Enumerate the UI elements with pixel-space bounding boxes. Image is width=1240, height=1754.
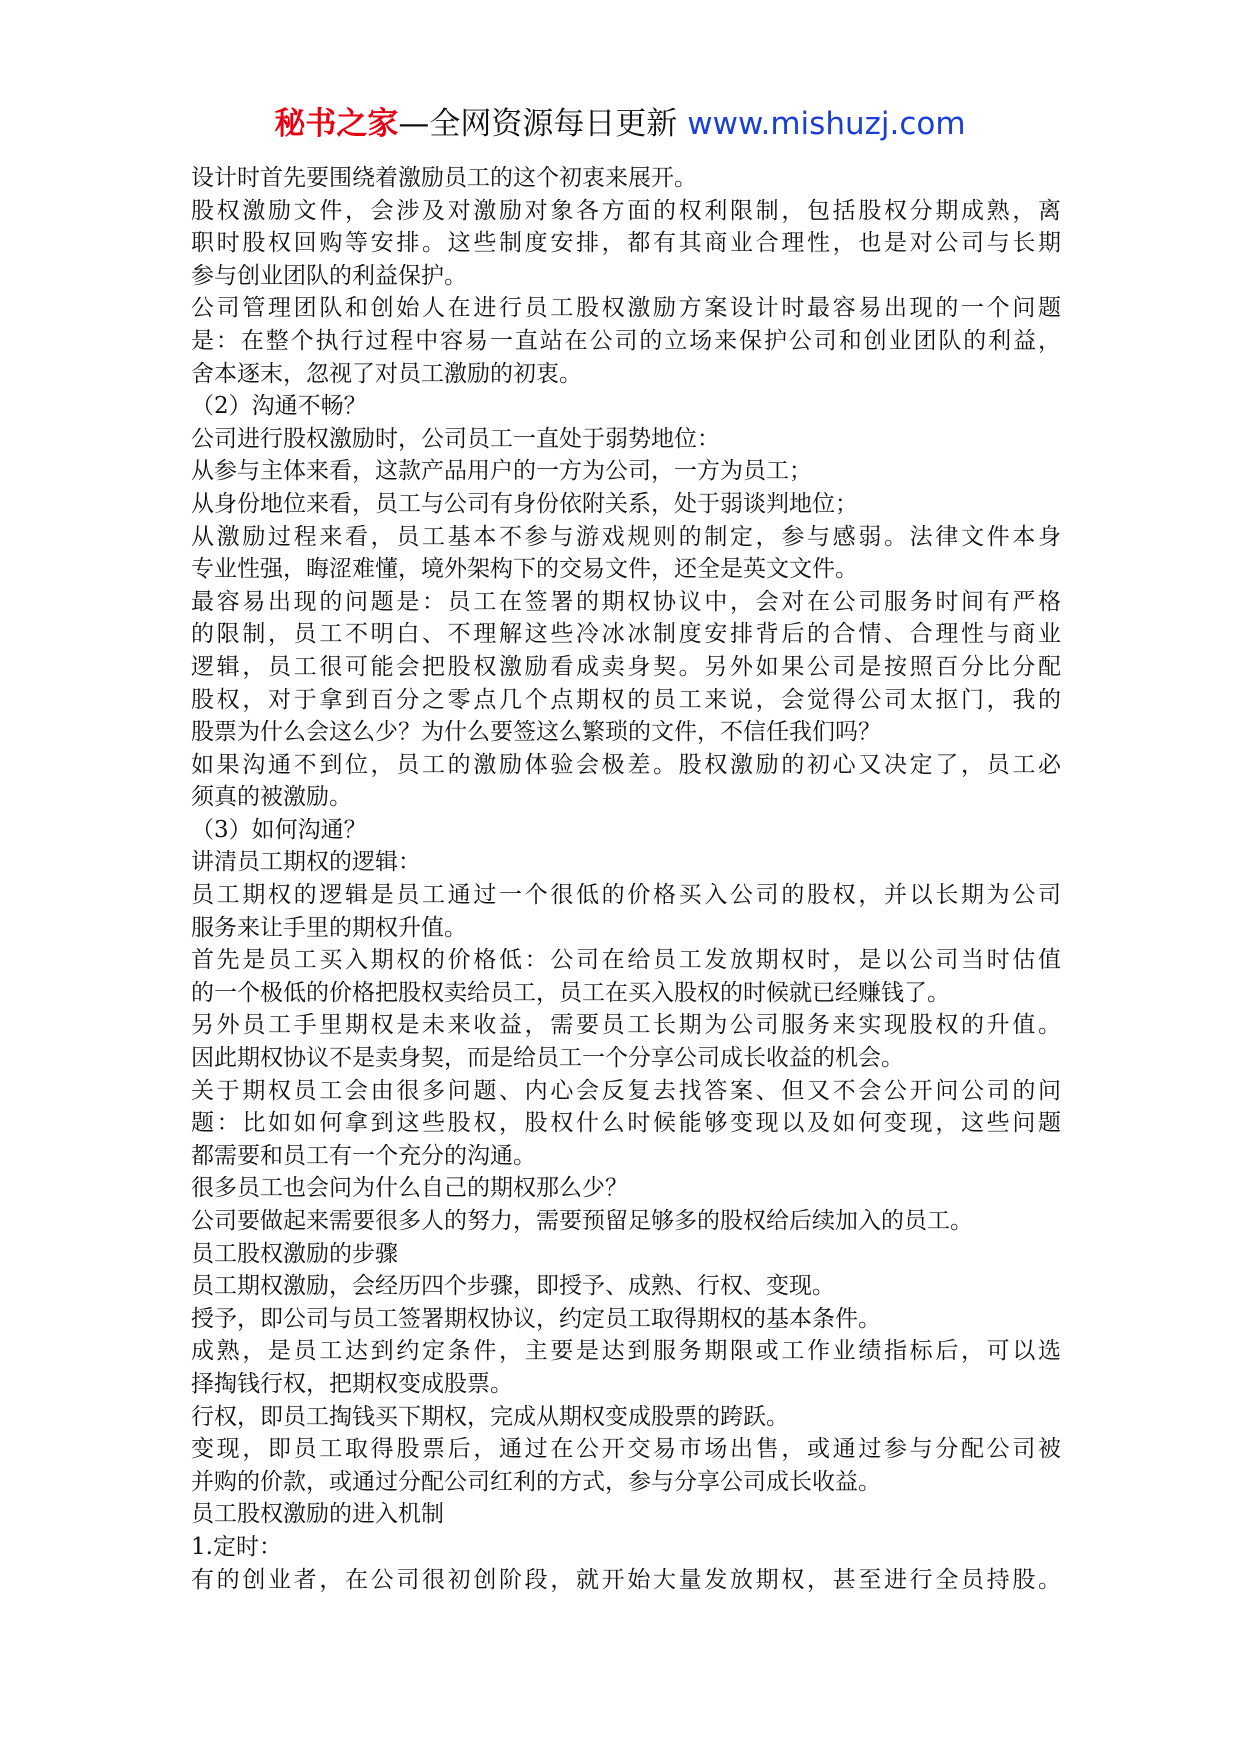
text-line: 关于期权员工会由很多问题、内心会反复去找答案、但又不会公开问公司的问 — [191, 1077, 1061, 1104]
text-line: 员工期权激励，会经历四个步骤，即授予、成熟、行权、变现。 — [191, 1273, 835, 1300]
text-line: 另外员工手里期权是未来收益，需要员工长期为公司服务来实现股权的升值。 — [191, 1012, 1061, 1039]
text-line: 变现，即员工取得股票后，通过在公开交易市场出售，或通过参与分配公司被 — [191, 1436, 1061, 1463]
text-line: 择掏钱行权，把期权变成股票。 — [191, 1370, 513, 1397]
text-line: 股权激励文件，会涉及对激励对象各方面的权利限制，包括股权分期成熟，离 — [191, 197, 1061, 224]
text-line: 并购的价款，或通过分配公司红利的方式，参与分享公司成长收益。 — [191, 1468, 881, 1495]
text-line: 讲清员工期权的逻辑： — [191, 849, 421, 876]
text-line: 服务来让手里的期权升值。 — [191, 914, 467, 941]
text-line: 公司进行股权激励时，公司员工一直处于弱势地位： — [191, 425, 720, 452]
text-line: 股权，对于拿到百分之零点几个点期权的员工来说，会觉得公司太抠门，我的 — [191, 686, 1061, 713]
text-line: 因此期权协议不是卖身契，而是给员工一个分享公司成长收益的机会。 — [191, 1045, 904, 1072]
text-line: 成熟，是员工达到约定条件，主要是达到服务期限或工作业绩指标后，可以选 — [191, 1338, 1061, 1365]
text-line: 参与创业团队的利益保护。 — [191, 262, 467, 289]
text-line: 1.定时： — [191, 1533, 282, 1560]
text-line: 的限制，员工不明白、不理解这些冷冰冰制度安排背后的合情、合理性与商业 — [191, 621, 1061, 648]
text-line: 职时股权回购等安排。这些制度安排，都有其商业合理性，也是对公司与长期 — [191, 230, 1061, 257]
text-line: 有的创业者，在公司很初创阶段，就开始大量发放期权，甚至进行全员持股。 — [191, 1566, 1061, 1593]
page-header — [0, 104, 1240, 144]
text-line: 都需要和员工有一个充分的沟通。 — [191, 1142, 536, 1169]
text-line: （3）如何沟通？ — [191, 816, 367, 843]
text-line: 员工期权的逻辑是员工通过一个很低的价格买入公司的股权，并以长期为公司 — [191, 882, 1061, 909]
text-line: 从参与主体来看，这款产品用户的一方为公司，一方为员工； — [191, 458, 812, 485]
text-line: 员工股权激励的进入机制 — [191, 1501, 444, 1528]
header-slogan: —全网资源每日更新 — [398, 106, 688, 142]
text-line: 从激励过程来看，员工基本不参与游戏规则的制定，参与感弱。法律文件本身 — [191, 523, 1061, 550]
text-line: 最容易出现的问题是：员工在签署的期权协议中，会对在公司服务时间有严格 — [191, 588, 1061, 615]
text-line: （2）沟通不畅？ — [191, 393, 367, 420]
text-line: 从身份地位来看，员工与公司有身份依附关系，处于弱谈判地位； — [191, 490, 858, 517]
text-line: 设计时首先要围绕着激励员工的这个初衷来展开。 — [191, 165, 697, 191]
header-url-link[interactable]: www.mishuzj.com — [687, 106, 966, 142]
text-line: 逻辑，员工很可能会把股权激励看成卖身契。另外如果公司是按照百分比分配 — [191, 653, 1061, 680]
text-line: 很多员工也会问为什么自己的期权那么少？ — [191, 1175, 628, 1202]
text-line: 舍本逐末，忽视了对员工激励的初衷。 — [191, 360, 582, 387]
text-line: 授予，即公司与员工签署期权协议，约定员工取得期权的基本条件。 — [191, 1305, 881, 1332]
text-line: 是：在整个执行过程中容易一直站在公司的立场来保护公司和创业团队的利益， — [191, 327, 1061, 354]
header-brand: 秘书之家 — [274, 106, 399, 142]
text-line: 公司管理团队和创始人在进行员工股权激励方案设计时最容易出现的一个问题 — [191, 295, 1061, 322]
text-line: 股票为什么会这么少？为什么要签这么繁琐的文件，不信任我们吗？ — [191, 719, 881, 746]
text-line: 员工股权激励的步骤 — [191, 1240, 398, 1267]
text-line: 题：比如如何拿到这些股权，股权什么时候能够变现以及如何变现，这些问题 — [191, 1110, 1061, 1137]
text-line: 如果沟通不到位，员工的激励体验会极差。股权激励的初心又决定了，员工必 — [191, 751, 1061, 778]
text-line: 首先是员工买入期权的价格低：公司在给员工发放期权时，是以公司当时估值 — [191, 947, 1061, 974]
text-line: 的一个极低的价格把股权卖给员工，员工在买入股权的时候就已经赚钱了。 — [191, 979, 950, 1006]
text-line: 须真的被激励。 — [191, 784, 352, 811]
document-body — [191, 162, 1061, 1596]
text-line: 专业性强，晦涩难懂，境外架构下的交易文件，还全是英文文件。 — [191, 556, 858, 583]
text-line: 行权，即员工掏钱买下期权，完成从期权变成股票的跨跃。 — [191, 1403, 789, 1430]
text-line: 公司要做起来需要很多人的努力，需要预留足够多的股权给后续加入的员工。 — [191, 1208, 973, 1234]
